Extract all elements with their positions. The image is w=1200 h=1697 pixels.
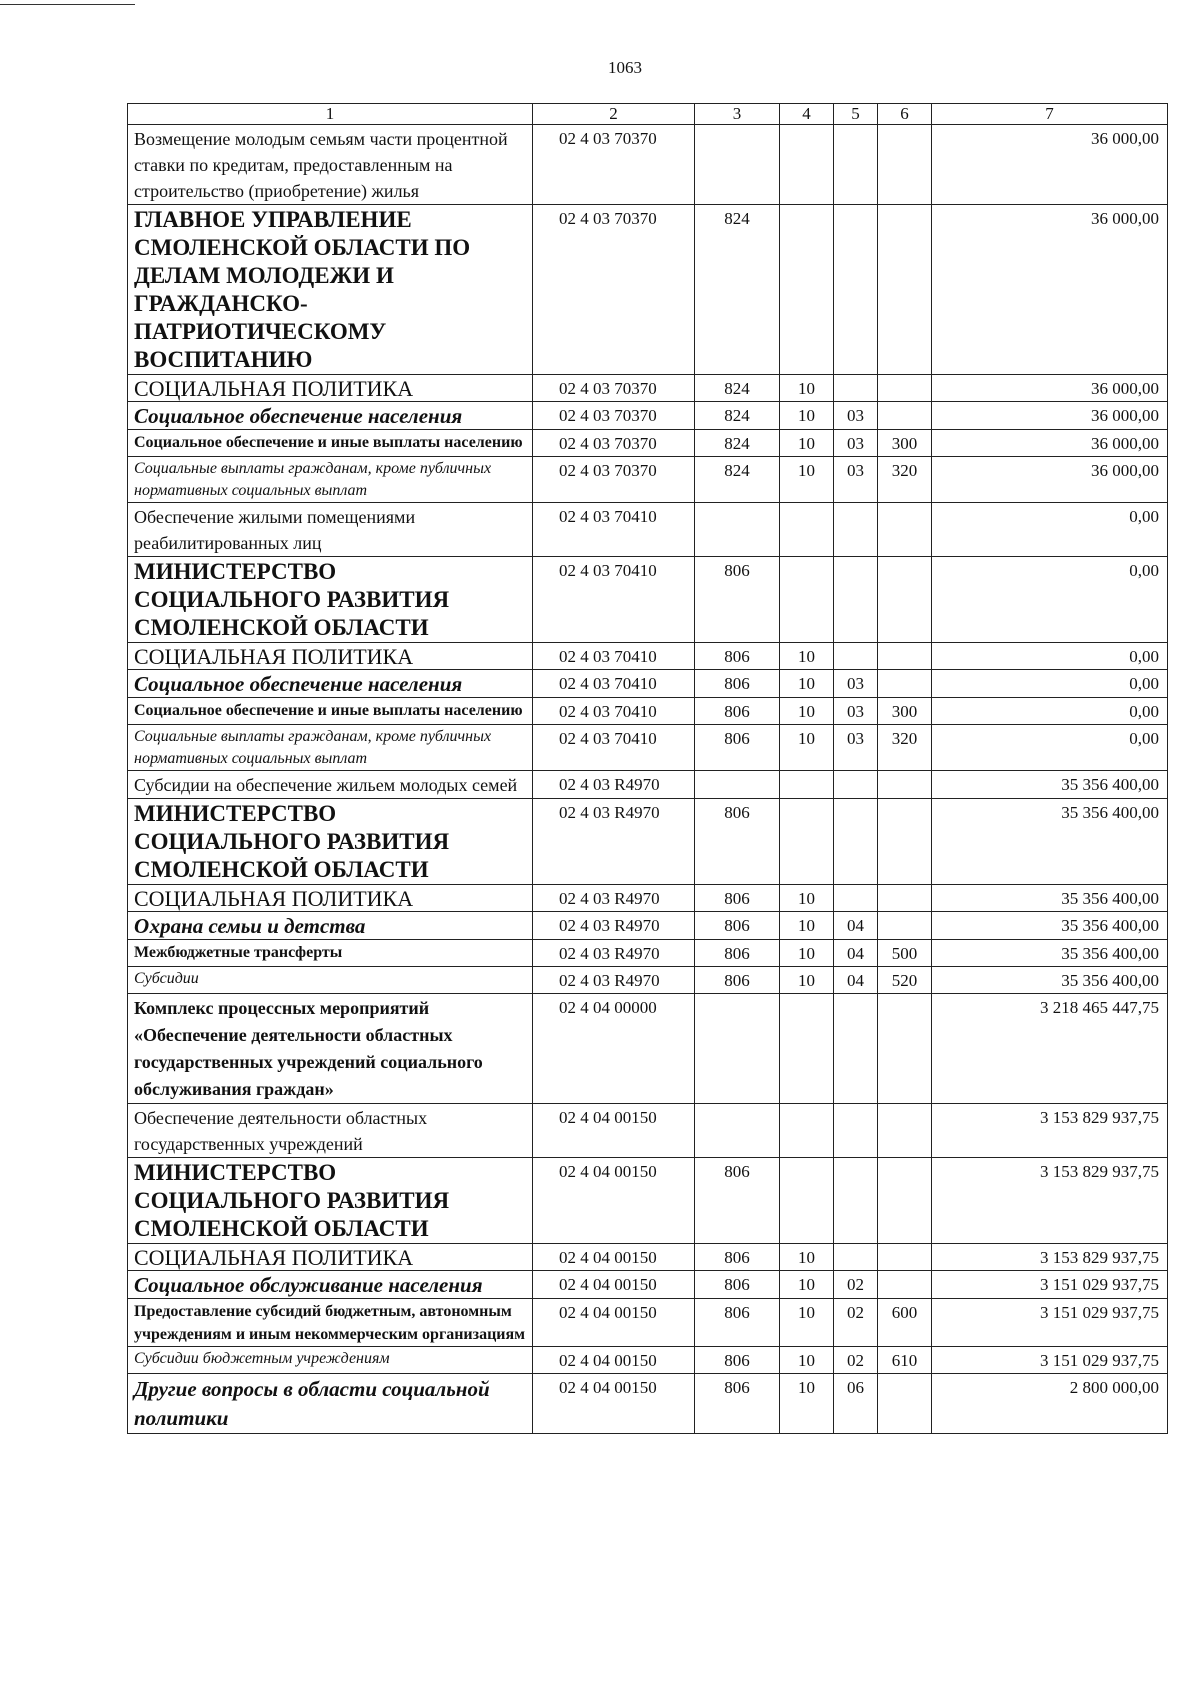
row-name: Комплекс процессных мероприятий «Обеспечение деятельности областных государственных учреждений социального обслуживания граждан»	[128, 994, 533, 1104]
row-expense-type	[878, 1244, 932, 1271]
table-row	[128, 375, 1168, 402]
row-expense-type	[878, 1271, 932, 1299]
row-code: 02 4 03 70370	[533, 430, 695, 457]
row-agency-code: 806	[695, 557, 780, 643]
row-name: МИНИСТЕРСТВО СОЦИАЛЬНОГО РАЗВИТИЯ СМОЛЕНСКОЙ ОБЛАСТИ	[128, 799, 533, 885]
row-subsection-code	[834, 885, 878, 912]
row-expense-type: 320	[878, 725, 932, 771]
table-row	[128, 967, 1168, 994]
row-amount: 0,00	[932, 670, 1168, 698]
table-row	[128, 503, 1168, 557]
row-amount: 3 153 829 937,75	[932, 1104, 1168, 1158]
row-subsection-code: 02	[834, 1271, 878, 1299]
row-agency-code	[695, 125, 780, 205]
row-code: 02 4 03 70410	[533, 643, 695, 670]
row-name: Субсидии на обеспечение жильем молодых семей	[128, 771, 533, 799]
row-code: 02 4 03 70370	[533, 457, 695, 503]
row-subsection-code	[834, 799, 878, 885]
row-expense-type	[878, 771, 932, 799]
row-code: 02 4 03 70410	[533, 725, 695, 771]
row-agency-code: 806	[695, 1158, 780, 1244]
row-code: 02 4 03 R4970	[533, 912, 695, 940]
table-row	[128, 1158, 1168, 1244]
row-code: 02 4 03 70410	[533, 698, 695, 725]
row-section-code: 10	[780, 375, 834, 402]
row-section-code	[780, 557, 834, 643]
row-agency-code: 806	[695, 643, 780, 670]
row-subsection-code: 03	[834, 457, 878, 503]
row-agency-code: 806	[695, 1244, 780, 1271]
row-name: Другие вопросы в области социальной политики	[128, 1374, 533, 1434]
page-number: 1063	[608, 58, 642, 77]
table-row	[128, 1244, 1168, 1271]
row-amount: 36 000,00	[932, 375, 1168, 402]
row-amount: 3 151 029 937,75	[932, 1347, 1168, 1374]
row-expense-type	[878, 125, 932, 205]
budget-table	[127, 103, 1168, 1434]
row-expense-type	[878, 799, 932, 885]
row-subsection-code	[834, 643, 878, 670]
row-code: 02 4 04 00150	[533, 1158, 695, 1244]
row-name: Предоставление субсидий бюджетным, автономным учреждениям и иным некоммерческим организациям	[128, 1299, 533, 1347]
row-expense-type	[878, 402, 932, 430]
row-agency-code: 806	[695, 698, 780, 725]
row-section-code: 10	[780, 885, 834, 912]
row-section-code	[780, 205, 834, 375]
row-expense-type	[878, 670, 932, 698]
row-subsection-code: 04	[834, 912, 878, 940]
row-amount: 36 000,00	[932, 402, 1168, 430]
row-agency-code: 806	[695, 885, 780, 912]
row-agency-code: 806	[695, 1374, 780, 1434]
row-amount: 35 356 400,00	[932, 771, 1168, 799]
row-amount: 3 151 029 937,75	[932, 1299, 1168, 1347]
row-section-code	[780, 771, 834, 799]
row-code: 02 4 04 00150	[533, 1244, 695, 1271]
table-row	[128, 205, 1168, 375]
column-header-7: 7	[932, 104, 1168, 125]
row-section-code: 10	[780, 457, 834, 503]
row-name: Обеспечение деятельности областных государственных учреждений	[128, 1104, 533, 1158]
column-header-6: 6	[878, 104, 932, 125]
column-header-3: 3	[695, 104, 780, 125]
row-expense-type	[878, 1104, 932, 1158]
table-row	[128, 771, 1168, 799]
table-row	[128, 885, 1168, 912]
row-agency-code: 824	[695, 430, 780, 457]
row-name: Межбюджетные трансферты	[128, 940, 533, 967]
row-subsection-code	[834, 994, 878, 1104]
row-amount: 3 153 829 937,75	[932, 1244, 1168, 1271]
row-subsection-code	[834, 503, 878, 557]
row-section-code: 10	[780, 430, 834, 457]
row-code: 02 4 03 70370	[533, 375, 695, 402]
row-amount: 0,00	[932, 725, 1168, 771]
row-name: МИНИСТЕРСТВО СОЦИАЛЬНОГО РАЗВИТИЯ СМОЛЕНСКОЙ ОБЛАСТИ	[128, 557, 533, 643]
row-amount: 36 000,00	[932, 125, 1168, 205]
row-expense-type	[878, 912, 932, 940]
row-agency-code: 806	[695, 725, 780, 771]
column-number-row	[128, 104, 1168, 125]
row-expense-type: 500	[878, 940, 932, 967]
row-code: 02 4 03 R4970	[533, 885, 695, 912]
table-row	[128, 557, 1168, 643]
row-amount: 36 000,00	[932, 205, 1168, 375]
row-agency-code	[695, 503, 780, 557]
row-code: 02 4 03 R4970	[533, 799, 695, 885]
row-section-code	[780, 994, 834, 1104]
row-expense-type	[878, 1374, 932, 1434]
row-section-code	[780, 799, 834, 885]
top-rule	[0, 4, 135, 5]
column-header-2: 2	[533, 104, 695, 125]
row-code: 02 4 04 00150	[533, 1347, 695, 1374]
row-agency-code: 806	[695, 912, 780, 940]
table-row	[128, 698, 1168, 725]
row-name: Социальное обеспечение населения	[128, 402, 533, 430]
row-amount: 35 356 400,00	[932, 799, 1168, 885]
row-amount: 3 218 465 447,75	[932, 994, 1168, 1104]
row-agency-code: 806	[695, 967, 780, 994]
row-code: 02 4 04 00150	[533, 1104, 695, 1158]
row-agency-code: 806	[695, 799, 780, 885]
row-subsection-code	[834, 1244, 878, 1271]
row-agency-code	[695, 1104, 780, 1158]
row-name: Социальное обеспечение и иные выплаты населению	[128, 430, 533, 457]
table-row	[128, 670, 1168, 698]
row-subsection-code	[834, 1158, 878, 1244]
table-row	[128, 643, 1168, 670]
row-agency-code: 806	[695, 1347, 780, 1374]
column-header-4: 4	[780, 104, 834, 125]
row-subsection-code: 03	[834, 670, 878, 698]
row-subsection-code: 03	[834, 725, 878, 771]
row-subsection-code: 06	[834, 1374, 878, 1434]
row-section-code: 10	[780, 967, 834, 994]
table-row	[128, 125, 1168, 205]
row-code: 02 4 03 70410	[533, 503, 695, 557]
row-name: Обеспечение жилыми помещениями реабилитированных лиц	[128, 503, 533, 557]
row-subsection-code	[834, 771, 878, 799]
row-amount: 35 356 400,00	[932, 967, 1168, 994]
row-name: Охрана семьи и детства	[128, 912, 533, 940]
row-subsection-code	[834, 205, 878, 375]
row-expense-type	[878, 557, 932, 643]
row-section-code: 10	[780, 940, 834, 967]
row-name: Социальное обслуживание населения	[128, 1271, 533, 1299]
table-row	[128, 940, 1168, 967]
row-code: 02 4 04 00000	[533, 994, 695, 1104]
row-amount: 0,00	[932, 503, 1168, 557]
row-subsection-code	[834, 375, 878, 402]
row-code: 02 4 03 R4970	[533, 940, 695, 967]
row-agency-code: 806	[695, 670, 780, 698]
row-section-code: 10	[780, 912, 834, 940]
row-amount: 0,00	[932, 698, 1168, 725]
row-expense-type: 600	[878, 1299, 932, 1347]
row-name: Субсидии бюджетным учреждениям	[128, 1347, 533, 1374]
table-row	[128, 994, 1168, 1104]
row-subsection-code: 02	[834, 1347, 878, 1374]
row-amount: 35 356 400,00	[932, 885, 1168, 912]
row-name: СОЦИАЛЬНАЯ ПОЛИТИКА	[128, 643, 533, 670]
row-agency-code: 824	[695, 457, 780, 503]
table-row	[128, 402, 1168, 430]
row-agency-code: 824	[695, 375, 780, 402]
row-section-code: 10	[780, 670, 834, 698]
row-section-code: 10	[780, 1271, 834, 1299]
row-expense-type	[878, 375, 932, 402]
row-subsection-code: 03	[834, 402, 878, 430]
row-section-code: 10	[780, 725, 834, 771]
row-expense-type	[878, 205, 932, 375]
row-subsection-code: 03	[834, 698, 878, 725]
row-name: СОЦИАЛЬНАЯ ПОЛИТИКА	[128, 885, 533, 912]
row-amount: 3 153 829 937,75	[932, 1158, 1168, 1244]
row-subsection-code: 02	[834, 1299, 878, 1347]
row-subsection-code: 04	[834, 940, 878, 967]
row-expense-type: 520	[878, 967, 932, 994]
row-expense-type	[878, 1158, 932, 1244]
table-row	[128, 457, 1168, 503]
row-expense-type: 300	[878, 430, 932, 457]
row-amount: 2 800 000,00	[932, 1374, 1168, 1434]
row-agency-code: 806	[695, 1271, 780, 1299]
row-section-code: 10	[780, 1244, 834, 1271]
row-section-code: 10	[780, 698, 834, 725]
table-row	[128, 1271, 1168, 1299]
table-row	[128, 430, 1168, 457]
row-expense-type: 320	[878, 457, 932, 503]
row-expense-type	[878, 643, 932, 670]
row-code: 02 4 04 00150	[533, 1374, 695, 1434]
row-name: Социальное обеспечение и иные выплаты населению	[128, 698, 533, 725]
row-section-code	[780, 1104, 834, 1158]
table-row	[128, 799, 1168, 885]
row-section-code	[780, 125, 834, 205]
row-amount: 3 151 029 937,75	[932, 1271, 1168, 1299]
row-section-code: 10	[780, 402, 834, 430]
row-expense-type	[878, 994, 932, 1104]
row-subsection-code	[834, 125, 878, 205]
row-code: 02 4 03 70370	[533, 205, 695, 375]
row-amount: 35 356 400,00	[932, 912, 1168, 940]
row-expense-type: 300	[878, 698, 932, 725]
row-agency-code: 824	[695, 205, 780, 375]
row-section-code	[780, 1158, 834, 1244]
row-section-code: 10	[780, 1347, 834, 1374]
row-amount: 36 000,00	[932, 430, 1168, 457]
row-subsection-code	[834, 557, 878, 643]
row-section-code: 10	[780, 643, 834, 670]
row-agency-code	[695, 771, 780, 799]
row-code: 02 4 03 70370	[533, 125, 695, 205]
column-header-5: 5	[834, 104, 878, 125]
row-name: ГЛАВНОЕ УПРАВЛЕНИЕ СМОЛЕНСКОЙ ОБЛАСТИ ПО ДЕЛАМ МОЛОДЕЖИ И ГРАЖДАНСКО-ПАТРИОТИЧЕСКОМУ ВОСПИТАНИЮ	[128, 205, 533, 375]
row-section-code	[780, 503, 834, 557]
row-name: Социальные выплаты гражданам, кроме публичных нормативных социальных выплат	[128, 457, 533, 503]
row-code: 02 4 03 70410	[533, 670, 695, 698]
table-row	[128, 1347, 1168, 1374]
row-code: 02 4 03 70410	[533, 557, 695, 643]
row-code: 02 4 03 R4970	[533, 771, 695, 799]
row-amount: 0,00	[932, 557, 1168, 643]
table-row	[128, 1374, 1168, 1434]
row-name: МИНИСТЕРСТВО СОЦИАЛЬНОГО РАЗВИТИЯ СМОЛЕНСКОЙ ОБЛАСТИ	[128, 1158, 533, 1244]
column-header-1: 1	[128, 104, 533, 125]
row-amount: 36 000,00	[932, 457, 1168, 503]
row-name: СОЦИАЛЬНАЯ ПОЛИТИКА	[128, 1244, 533, 1271]
row-code: 02 4 04 00150	[533, 1299, 695, 1347]
row-subsection-code	[834, 1104, 878, 1158]
row-expense-type	[878, 885, 932, 912]
row-code: 02 4 03 70370	[533, 402, 695, 430]
table-row	[128, 725, 1168, 771]
row-subsection-code: 04	[834, 967, 878, 994]
row-name: Возмещение молодым семьям части процентной ставки по кредитам, предоставленным на строительство (приобретение) жилья	[128, 125, 533, 205]
row-agency-code: 806	[695, 1299, 780, 1347]
row-name: СОЦИАЛЬНАЯ ПОЛИТИКА	[128, 375, 533, 402]
row-code: 02 4 03 R4970	[533, 967, 695, 994]
table-row	[128, 912, 1168, 940]
row-agency-code: 806	[695, 940, 780, 967]
table-row	[128, 1104, 1168, 1158]
row-amount: 35 356 400,00	[932, 940, 1168, 967]
row-agency-code	[695, 994, 780, 1104]
row-agency-code: 824	[695, 402, 780, 430]
row-name: Субсидии	[128, 967, 533, 994]
row-amount: 0,00	[932, 643, 1168, 670]
row-expense-type	[878, 503, 932, 557]
row-code: 02 4 04 00150	[533, 1271, 695, 1299]
row-name: Социальное обеспечение населения	[128, 670, 533, 698]
row-expense-type: 610	[878, 1347, 932, 1374]
row-subsection-code: 03	[834, 430, 878, 457]
row-name: Социальные выплаты гражданам, кроме публичных нормативных социальных выплат	[128, 725, 533, 771]
row-section-code: 10	[780, 1374, 834, 1434]
row-section-code: 10	[780, 1299, 834, 1347]
table-row	[128, 1299, 1168, 1347]
